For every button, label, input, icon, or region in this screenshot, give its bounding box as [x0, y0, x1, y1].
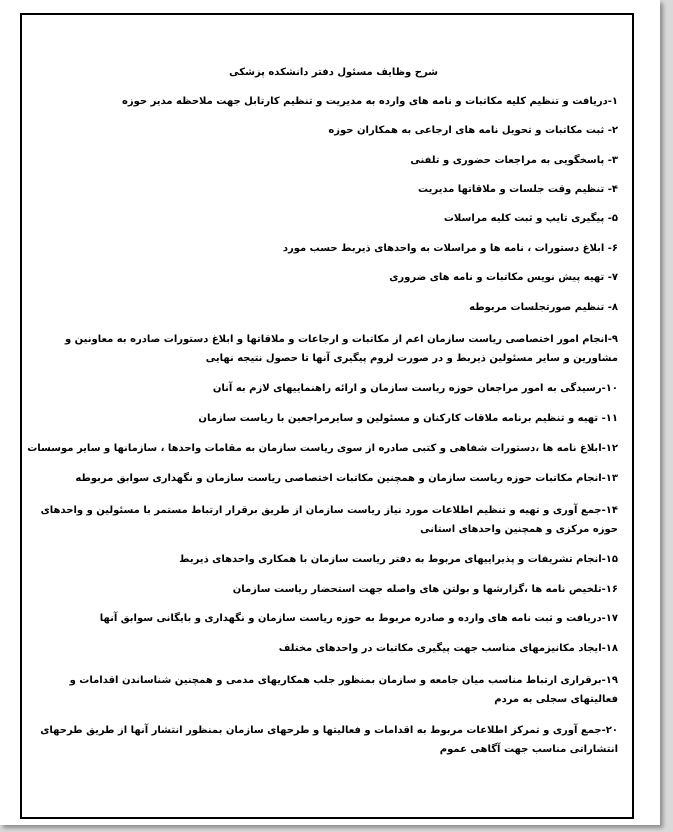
duty-item-1: ۱-دریافت و تنظیم کلیه مکاتبات و نامه های وارده به مدیریت و تنظیم کارتابل جهت ملاحظه مدیر حوزه — [121, 96, 618, 107]
duty-item-7: ۷- تهیه پیش نویس مکاتبات و نامه های ضروری — [389, 272, 618, 283]
duty-item-15: ۱۵-انجام تشریفات و پذیراییهای مربوط به دفتر ریاست سازمان با همکاری واحدهای ذیربط — [179, 554, 618, 565]
duty-item-12: ۱۲-ابلاغ نامه ها ،دستورات شفاهی و کتبی صادره از سوی ریاست سازمان به مقامات واحدها ، سازمانها و سایر موسسات — [27, 443, 618, 454]
duty-item-14: ۱۴-جمع آوری و تهیه و تنظیم اطلاعات مورد نیاز ریاست سازمان از طریق برقرار ارتباط مستمر با مسئولین و واحدهای حوزه مرکزی و همچنین واحدهای استانی — [40, 505, 618, 535]
duty-item-20: ۲۰-جمع آوری و تمرکز اطلاعات مربوط به اقدامات و فعالیتها و طرحهای سازمان بمنظور انتشار آنها از طریق طرحهای انتشاراتی مناسب جهت آگاهی عموم — [40, 725, 618, 755]
duty-item-11: ۱۱- تهیه و تنظیم برنامه ملاقات کارکنان و مسئولین و سایرمراجعین با ریاست سازمان — [198, 413, 618, 424]
duty-item-5: ۵- پیگیری تایپ و ثبت کلیه مراسلات — [443, 213, 618, 224]
page-border — [20, 13, 634, 819]
duty-item-8: ۸- تنظیم صورتجلسات مربوطه — [469, 302, 618, 313]
duty-item-3: ۳- پاسخگویی به مراجعات حضوری و تلفنی — [410, 155, 618, 166]
duty-item-19: ۱۹-برقراری ارتباط مناسب میان جامعه و سازمان بمنظور جلب همکاریهای مدمی و همچنین شناساندن اقدامات و فعالیتهای سجلی به مردم — [69, 675, 618, 705]
page-title: شرح وظایف مسئول دفتر دانشکده پزشکی — [229, 67, 438, 78]
duty-item-9: ۹-انجام امور اختصاصی ریاست سازمان اعم از مکاتبات و ارجاعات و ملاقاتها و ابلاغ دستورات صادره به معاونین و مشاورین و سایر مسئولین ذیربط و در صورت لزوم پیگیری آنها تا حصول نتیجه نهایی — [64, 334, 618, 364]
duty-item-18: ۱۸-ایجاد مکانیزمهای مناسب جهت پیگیری مکاتبات در واحدهای مختلف — [278, 643, 618, 654]
duty-item-6: ۶- ابلاغ دستورات ، نامه ها و مراسلات به واحدهای ذیربط حسب مورد — [282, 243, 618, 254]
duty-item-4: ۴- تنظیم وقت جلسات و ملاقاتها مدیریت — [418, 184, 618, 195]
duty-item-16: ۱۶-تلخیص نامه ها ،گزارشها و بولتن های واصله جهت استحضار ریاست سازمان — [232, 584, 618, 595]
duty-item-10: ۱۰-رسیدگی به امور مراجعان حوزه ریاست سازمان و ارائه راهنماییهای لازم به آنان — [212, 383, 618, 394]
duty-item-13: ۱۳-انجام مکاتبات حوزه ریاست سازمان و همچنین مکاتبات اختصاصی ریاست سازمان و نگهداری سوابق مربوطه — [75, 473, 618, 484]
duty-item-17: ۱۷-دریافت و ثبت نامه های وارده و صادره مربوط به حوزه ریاست سازمان و نگهداری و بایگانی سوابق آنها — [99, 613, 618, 624]
duty-item-2: ۲- ثبت مکاتبات و تحویل نامه های ارجاعی به همکاران حوزه — [328, 125, 618, 136]
